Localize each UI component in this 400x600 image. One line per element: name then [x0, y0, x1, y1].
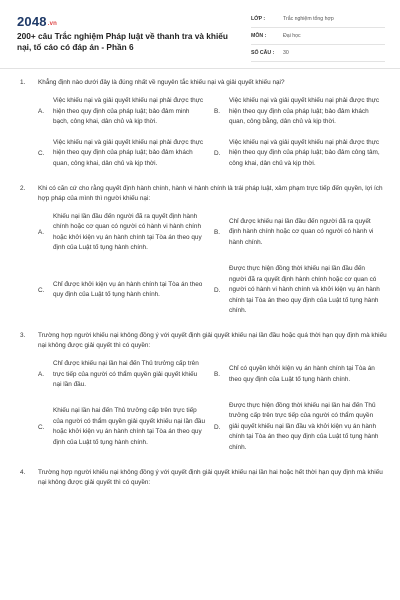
question-text: Trường hợp người khiếu nại không đồng ý với quyết định giải quyết khiếu nại lần đầu hoặc quá thời hạn quy định mà khiếu nại không được giải quyết thì có quyền:	[38, 331, 387, 349]
option-text: Khiếu nại lần hai đến Thủ trưởng cấp trên trực tiếp của người có thẩm quyền giải quyết khiếu nại lần đầu hoặc khởi kiện vụ án hành chính tại Tòa án theo quy định của Luật tố tụng hành chính.	[53, 406, 206, 446]
question-3	[0, 331, 400, 454]
document-title: 200+ câu Trắc nghiệm Pháp luật về thanh tra và khiếu nại, tố cáo có đáp án - Phần 6	[17, 31, 228, 52]
option-text: Việc khiếu nại và giải quyết khiếu nại phải được thực hiện theo quy định của pháp luật; bảo đảm công tâm, công khai, dân chủ và kịp thời.	[229, 138, 380, 167]
answer-options	[38, 359, 388, 454]
option-a[interactable]	[38, 212, 212, 254]
option-text: Được thực hiện đồng thời khiếu nại lần đầu đến người đã ra quyết định hành chính hoặc cơ quan có người có hành vi hành chính và khởi kiện vụ án hành chính tại Tòa án theo quy định của Luật tố tụng hành chính.	[229, 264, 380, 315]
option-text: Việc khiếu nại và giải quyết khiếu nại phải được thực hiện theo quy định của pháp luật; bảo đảm minh bạch, công khai, dân chủ và kịp thời.	[53, 97, 204, 126]
option-a[interactable]	[38, 359, 212, 391]
option-letter: B.	[214, 371, 221, 379]
document-header	[0, 0, 400, 68]
meta-value: Trắc nghiệm tổng hợp	[283, 16, 334, 22]
option-letter: A.	[38, 229, 45, 237]
question-number: 1.	[20, 79, 26, 86]
question-number: 2.	[20, 184, 26, 192]
question-1	[0, 78, 400, 170]
option-text: Việc khiếu nại và giải quyết khiếu nại phải được thực hiện theo quy định của pháp luật; bảo đảm khách quan, công bằng, dân chủ và kịp thời.	[229, 97, 380, 126]
meta-key: SỐ CÂU :	[251, 50, 275, 56]
option-text: Được thực hiện đồng thời khiếu nại lần hai đến Thủ trưởng cấp trên trực tiếp của người có thẩm quyền giải quyết khiếu nại lần đầu và khởi kiện vụ án hành chính tại Tòa án theo quy định của Luật tố tụng hành chính.	[229, 401, 379, 452]
question-number: 4.	[20, 468, 26, 476]
logo-domain: .vn	[47, 21, 58, 27]
question-number: 3.	[20, 331, 26, 339]
logo-main: 2048	[17, 14, 47, 29]
option-letter: A.	[38, 108, 45, 116]
option-letter: C.	[38, 286, 45, 294]
option-a[interactable]	[38, 96, 212, 128]
option-c[interactable]	[38, 264, 212, 317]
option-letter: C.	[38, 150, 45, 158]
option-letter: D.	[214, 150, 221, 158]
question-list	[0, 78, 400, 502]
option-text: Việc khiếu nại và giải quyết khiếu nại phải được thực hiện theo quy định của pháp luật; bảo đảm khách quan, công khai, dân chủ và kịp thời.	[53, 138, 204, 167]
question-4	[0, 468, 400, 488]
option-b[interactable]	[214, 359, 388, 391]
option-letter: B.	[214, 108, 221, 116]
option-b[interactable]	[214, 96, 388, 128]
option-letter: A.	[38, 371, 45, 379]
meta-key: LỚP :	[251, 16, 266, 22]
question-text: Khẳng định nào dưới đây là đúng nhất về nguyên tắc khiếu nại và giải quyết khiếu nại?	[38, 79, 285, 86]
option-c[interactable]	[38, 138, 212, 170]
question-text: Trường hợp người khiếu nại không đồng ý với quyết định giải quyết khiếu nại lần hai hoặc hết thời hạn quy định mà khiếu nại không được giải quyết thì có quyền:	[38, 468, 383, 486]
header-divider	[0, 68, 400, 69]
answer-options	[38, 96, 388, 170]
meta-row-subject	[251, 28, 385, 45]
option-d[interactable]	[214, 401, 388, 454]
option-text: Chỉ được khiếu nại lần đầu đến người đã ra quyết định hành chính hoặc cơ quan có người có hành vi hành chính.	[229, 217, 374, 247]
meta-row-count	[251, 45, 385, 62]
option-letter: D.	[214, 423, 221, 431]
answer-options	[38, 212, 388, 317]
option-b[interactable]	[214, 212, 388, 254]
option-c[interactable]	[38, 401, 212, 454]
site-logo[interactable]	[17, 14, 57, 29]
meta-row-class	[251, 11, 385, 28]
option-text: Chỉ được khởi kiện vụ án hành chính tại Tòa án theo quy định của Luật tố tụng hành chính.	[53, 280, 203, 299]
meta-key: MÔN :	[251, 33, 267, 39]
option-d[interactable]	[214, 138, 388, 170]
question-2	[0, 184, 400, 317]
option-text: Chỉ có quyền khởi kiện vụ án hành chính tại Tòa án theo quy định của Luật tố tụng hành chính.	[229, 365, 375, 383]
question-text: Khi có căn cứ cho rằng quyết định hành chính, hành vi hành chính là trái pháp luật, xâm phạm trực tiếp đến quyền, lợi ích hợp pháp của mình thì người khiếu nại:	[38, 184, 383, 202]
option-letter: C.	[38, 423, 45, 431]
option-d[interactable]	[214, 264, 388, 317]
option-letter: B.	[214, 229, 221, 237]
document-meta	[251, 11, 385, 62]
meta-value: Đại học	[283, 33, 301, 39]
option-letter: D.	[214, 286, 221, 294]
option-text: Chỉ được khiếu nại lần hai đến Thủ trưởng cấp trên trực tiếp của người có thẩm quyền giải quyết khiếu nại lần đầu.	[53, 359, 199, 389]
meta-value: 30	[283, 50, 289, 56]
option-text: Khiếu nại lần đầu đến người đã ra quyết định hành chính hoặc cơ quan có người có hành vi hành chính hoặc khởi kiện vụ án hành chính tại Tòa án theo quy định của Luật tố tụng hành chính.	[53, 212, 202, 252]
